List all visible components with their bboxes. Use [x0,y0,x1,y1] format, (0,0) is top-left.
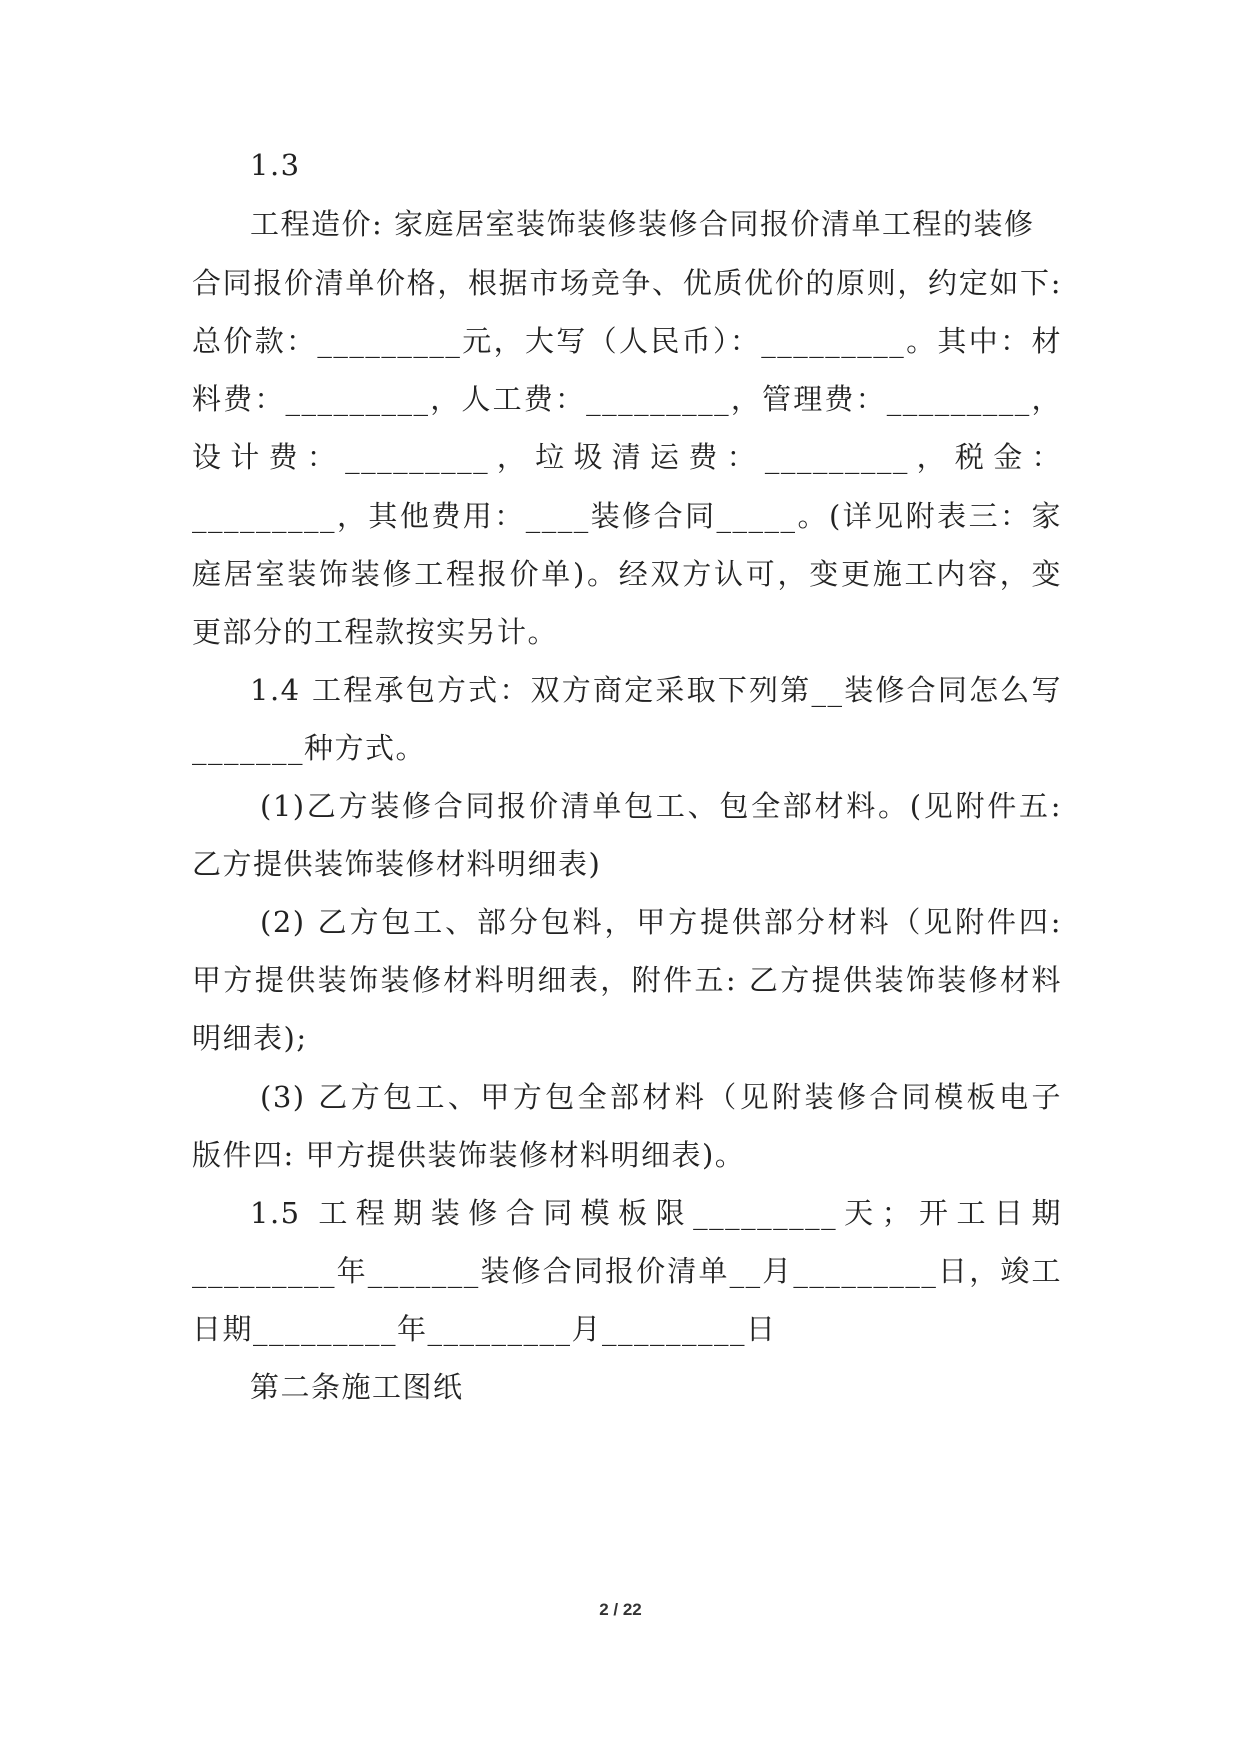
clause-1-3-line-7: 庭居室装饰装修工程报价单)。经双方认可，变更施工内容，变 [192,557,1062,591]
clause-1-4-line-1: 1.4 工程承包方式：双方商定采取下列第__装修合同怎么写 [250,673,1062,707]
clause-1-5-line-3: 日期_________年_________月_________日 [192,1312,777,1346]
clause-1-5-line-1: 1.5 工程期装修合同模板限_________天；开工日期 [250,1196,1062,1230]
option-3-line-1: (3) 乙方包工、甲方包全部材料（见附装修合同模板电子 [260,1080,1062,1114]
option-1-line-2: 乙方提供装饰装修材料明细表) [192,847,602,881]
option-1-line-1: (1)乙方装修合同报价清单包工、包全部材料。(见附件五: [260,789,1062,823]
clause-1-3-line-8: 更部分的工程款按实另计。 [192,615,559,649]
option-2-line-2: 甲方提供装饰装修材料明细表，附件五: 乙方提供装饰装修材料 [192,963,1062,997]
clause-1-5-line-2: _________年_______装修合同报价清单__月_________日，竣工 [192,1254,1062,1288]
clause-1-3-line-4: 料费：_________，人工费：_________，管理费：_________， [192,382,1062,416]
clause-1-3-line-6: _________，其他费用：____装修合同_____。(详见附表三：家 [192,499,1062,533]
section-2-heading: 第二条施工图纸 [250,1370,464,1404]
option-3-line-2: 版件四: 甲方提供装饰装修材料明细表)。 [192,1138,746,1172]
clause-1-3-line-5: 设计费：_________，垃圾清运费：_________，税金： [192,440,1062,474]
page-number: 2 / 22 [599,1600,642,1619]
clause-1-3-line-2: 合同报价清单价格，根据市场竞争、优质优价的原则，约定如下: [192,266,1062,300]
option-2-line-1: (2) 乙方包工、部分包料，甲方提供部分材料（见附件四: [260,905,1062,939]
clause-1-3-line-1: 工程造价: 家庭居室装饰装修装修合同报价清单工程的装修 [250,207,1035,241]
option-2-line-3: 明细表); [192,1021,308,1055]
clause-1-3-number: 1.3 [250,148,301,182]
clause-1-4-line-2: _______种方式。 [192,731,427,765]
clause-1-3-line-3: 总价款：_________元，大写（人民币）：_________。其中：材 [192,324,1062,358]
